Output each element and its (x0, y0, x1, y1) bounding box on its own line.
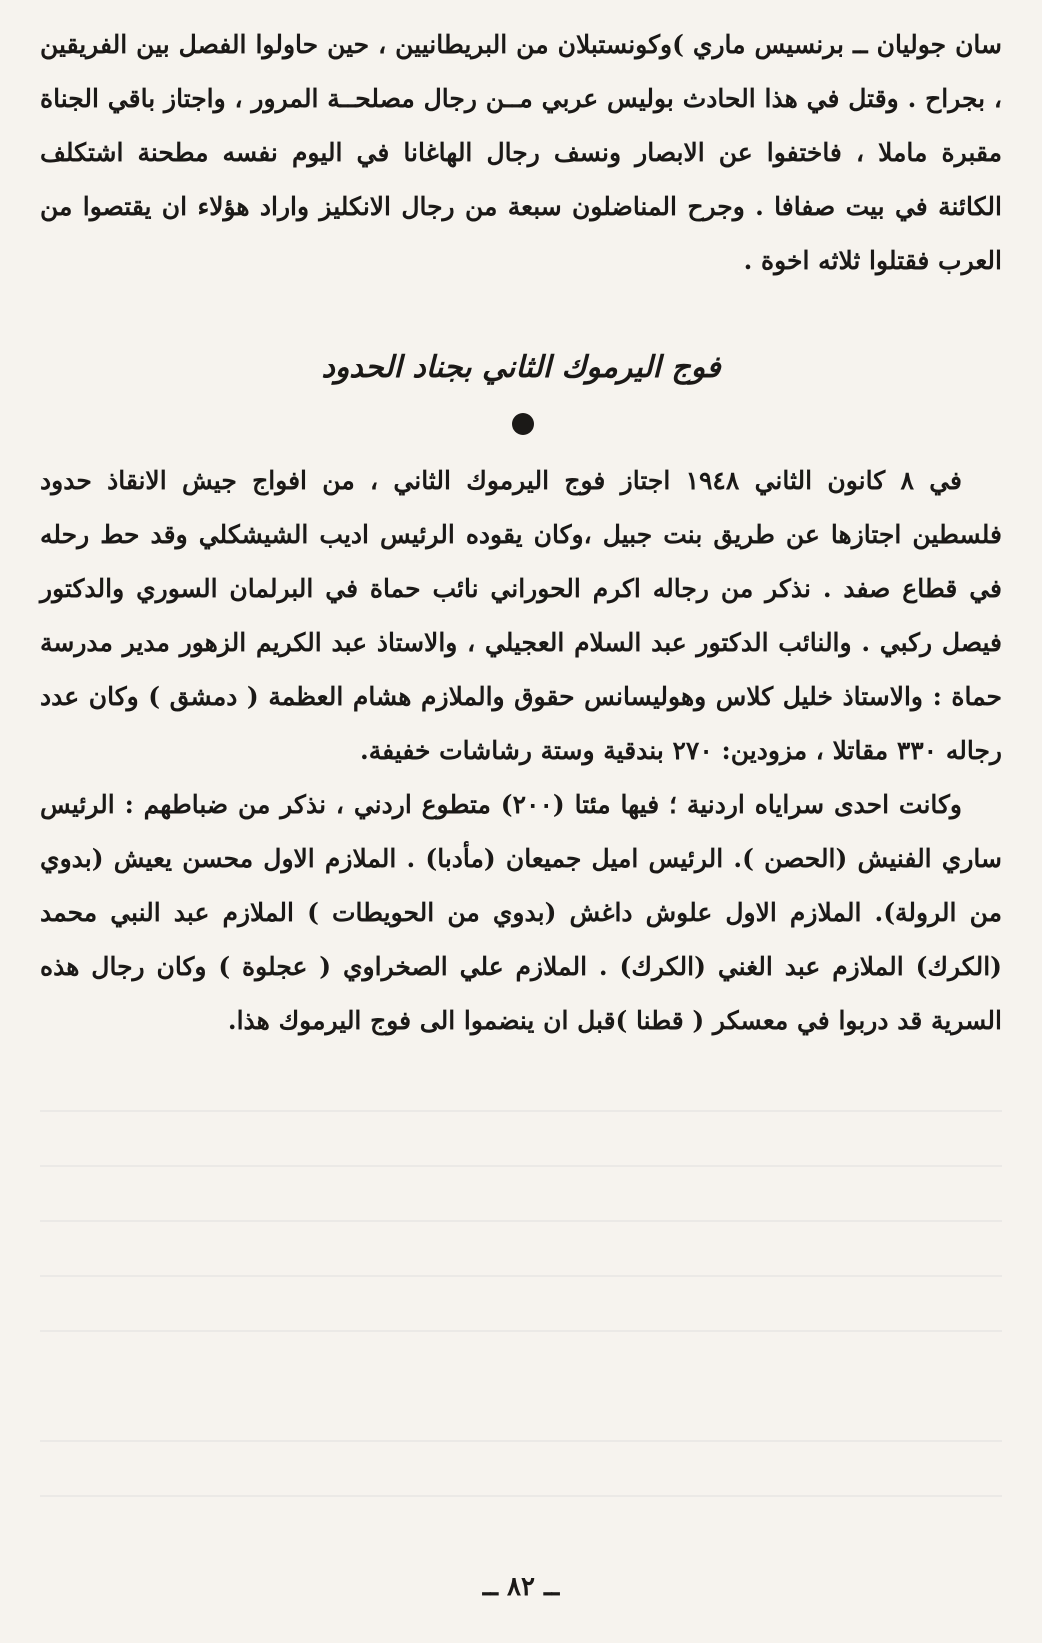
show-through-line (40, 1330, 1002, 1332)
section-heading: فوج اليرموك الثاني بجناد الحدود (321, 350, 721, 385)
show-through-line (40, 1495, 1002, 1497)
paragraph-jordanian-company: وكانت احدى سراياه اردنية ؛ فيها مئتا (٢٠٠) متطوع اردني ، نذكر من ضباطهم : الرئيس ساري الفنيش (الحصن ). الرئيس اميل جميعان (مأدبا) . الملازم الاول محسن يعيش (بدوي من الرولة). الملازم الاول علوش داغش (بدوي من الحويطات ) الملازم عبد النبي محمد (الكرك) الملازم عبد الغني (الكرك) . الملازم علي الصخراوي ( عجلوة ) وكان رجال هذه السرية قد دربوا في معسكر ( قطنا )قبل ان ينضموا الى فوج اليرموك هذا. (40, 790, 1002, 1035)
bullet-ornament (512, 413, 534, 435)
show-through-line (40, 1165, 1002, 1167)
page-number: ــ ٨٢ ــ (482, 1572, 560, 1602)
show-through-line (40, 1110, 1002, 1112)
show-through-line (40, 1440, 1002, 1442)
paragraph-continuation: سان جوليان ــ برنسيس ماري )وكونستبلان من البريطانيين ، حين حاولوا الفصل بين الفريقين ، بجراح . وقتل في هذا الحادث بوليس عربي مــن رجال مصلحــة المرور ، واجتاز باقي الجناة مقبرة ماملا ، فاختفوا عن الابصار ونسف رجال الهاغانا في اليوم نفسه مطحنة اشتكلف الكائنة في بيت صفافا . وجرح المناضلون سبعة من رجال الانكليز واراد هؤلاء ان يقتصوا من العرب فقتلوا ثلاثه اخوة . (40, 30, 1002, 275)
show-through-line (40, 1275, 1002, 1277)
paragraph-regiment-crossing: في ٨ كانون الثاني ١٩٤٨ اجتاز فوج اليرموك الثاني ، من افواج جيش الانقاذ حدود فلسطين اجتازها عن طريق بنت جبيل ،وكان يقوده الرئيس اديب الشيشكلي وقد حط رحله في قطاع صفد . نذكر من رجاله اكرم الحوراني نائب حماة في البرلمان السوري والدكتور فيصل ركبي . والنائب الدكتور عبد السلام العجيلي ، والاستاذ عبد الكريم الزهور مدير مدرسة حماة : والاستاذ خليل كلاس وهوليسانس حقوق والملازم هشام العظمة ( دمشق ) وكان عدد رجاله ٣٣٠ مقاتلا ، مزودين: ٢٧٠ بندقية وستة رشاشات خفيفة. (40, 466, 1002, 765)
show-through-line (40, 1220, 1002, 1222)
